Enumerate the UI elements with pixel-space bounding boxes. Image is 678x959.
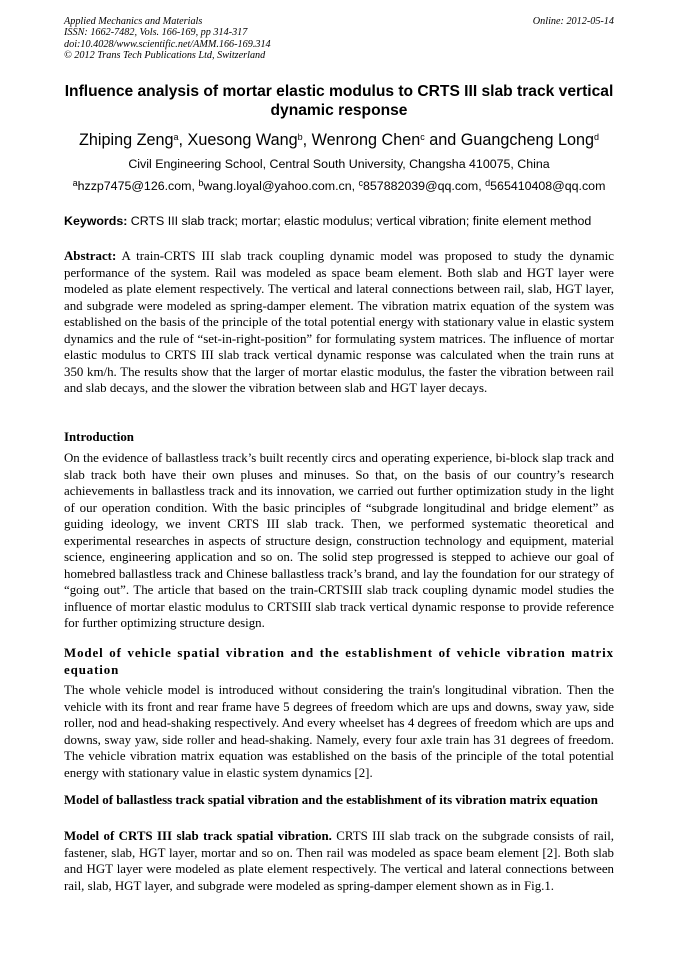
introduction-heading: Introduction [64,430,134,444]
email-separator: , [351,179,359,193]
email-mark: d [485,178,491,188]
author-mark: d [593,132,599,142]
abstract-text: A train-CRTS III slab track coupling dynamic model was proposed to study the dynamic performance of the system. Rail was modeled as space beam element. Both slab and HGT layer were modeled as plate element respectively. The vertical and lateral connections between rail, slab, HGT layer, and subgrade were modeled as spring-damper element. The vibration matrix equation of the system was established on the basis of the principle of the total potential energy with stationary value in elastic system dynamics and the rule of “set-in-right-position” for formulating system matrices. The influence of mortar elastic modulus to CRTS III slab track vertical dynamic response was calculated when the train runs at 350 km/h. The results show that the larger of mortar elastic modulus, the faster the vibration between rail and slab decays, and the slower the vibration between slab and HGT layer decays. [64,249,614,395]
author-separator: , [302,131,312,149]
author-mark: b [297,132,303,142]
email-mark: c [358,178,364,188]
author-mark: c [420,132,425,142]
vehicle-section-text: The whole vehicle model is introduced without considering the train's longitudinal vibration. Then the vehicle with its front and rear frame have 5 degrees of freedom which are ups and downs, sway yaw, side roller, nod and head-shaking respectively. And every wheelset has 4 degrees of freedom which are ups and downs, sway yaw, side roller and head-shaking. Namely, every four axle train has 31 degrees of freedom. The vehicle vibration matrix equation was established on the basis of the principle of the total potential energy with stationary value in elastic system dynamics [2]. [64,683,614,780]
author-separator: , [178,131,188,149]
author-list [40,129,638,151]
keywords [64,213,624,229]
email-separator: , [191,179,199,193]
keywords-text: CRTS III slab track; mortar; elastic modulus; vertical vibration; finite element method [127,214,592,228]
journal-header [64,16,271,62]
author-mark: a [173,132,179,142]
affiliation: Civil Engineering School, Central South University, Changsha 410075, China [128,157,550,171]
author-name: Xuesong Wang [187,131,298,149]
track-section-text [64,828,614,894]
abstract [64,248,614,397]
email-mark: b [198,178,204,188]
email-mark: a [72,178,78,188]
author-separator: and [424,131,461,149]
author-name: Zhiping Zeng [79,131,174,149]
track-section-heading: Model of ballastless track spatial vibration and the establishment of its vibration matrix equation [64,793,598,807]
journal-name: Applied Mechanics and Materials [64,16,203,27]
track-paragraph: CRTS III slab track on the subgrade consists of rail, fastener, slab, HGT layer, mortar and so on. Then rail was modeled as space beam element [2]. Both slab and HGT layer were modeled as plate element respectively. The vertical and lateral connections between rail, slab, HGT layer, and subgrade were modeled as spring-damper element shown as in Fig.1. [64,829,615,893]
doi-line: doi:10.4028/www.scientific.net/AMM.166-169.314 [64,38,271,50]
online-date: Online: 2012-05-14 [532,16,614,27]
email-separator: , [478,179,486,193]
email-address: wang.loyal@yahoo.com.cn [203,179,352,193]
author-name: Guangcheng Long [460,131,594,149]
email-address: hzzp7475@126.com [77,179,192,193]
paper-title: Influence analysis of mortar elastic modulus to CRTS III slab track vertical dynamic response [64,83,614,119]
author-name: Wenrong Chen [311,131,421,149]
copyright-line: © 2012 Trans Tech Publications Ltd, Switzerland [64,50,266,62]
email-address: 565410408@qq.com [490,179,606,193]
email-address: 857882039@qq.com [363,179,479,193]
vehicle-section-heading: Model of vehicle spatial vibration and the establishment of vehicle vibration matrix equation [64,646,614,677]
keywords-label: Keywords: [64,214,128,228]
email-list [40,178,638,194]
issn-line: ISSN: 1662-7482, Vols. 166-169, pp 314-317 [64,27,248,39]
abstract-label: Abstract: [64,249,117,263]
track-subheading: Model of CRTS III slab track spatial vibration. [64,829,332,843]
introduction-text: On the evidence of ballastless track’s built recently circs and operating experience, bi-block slap track and slab track both have their own pluses and minuses. So that, on the basis of our country’s research achievements in ballastless track and its innovation, we carried out further optimization study in the light of our operation condition. With the basic principles of “subgrade longitudinal and bridge element” as guiding ideology, we invent CRTS III slab track. Then, we performed systematic theoretical and experimental researches in aspects of structure design, construction technology and equipment, material science, engineering application and so on. The solid step progressed is stepped to achieve our goal of homebred ballastless track and Chinese ballastless track’s brand, and lay the foundation for our strategy of “going out”. The article that based on the train-CRTSIII slab track coupling dynamic model studies the influence of mortar elastic modulus to CRTSIII slab track vertical dynamic response to provide reference for further optimizing structure design. [64,451,614,630]
